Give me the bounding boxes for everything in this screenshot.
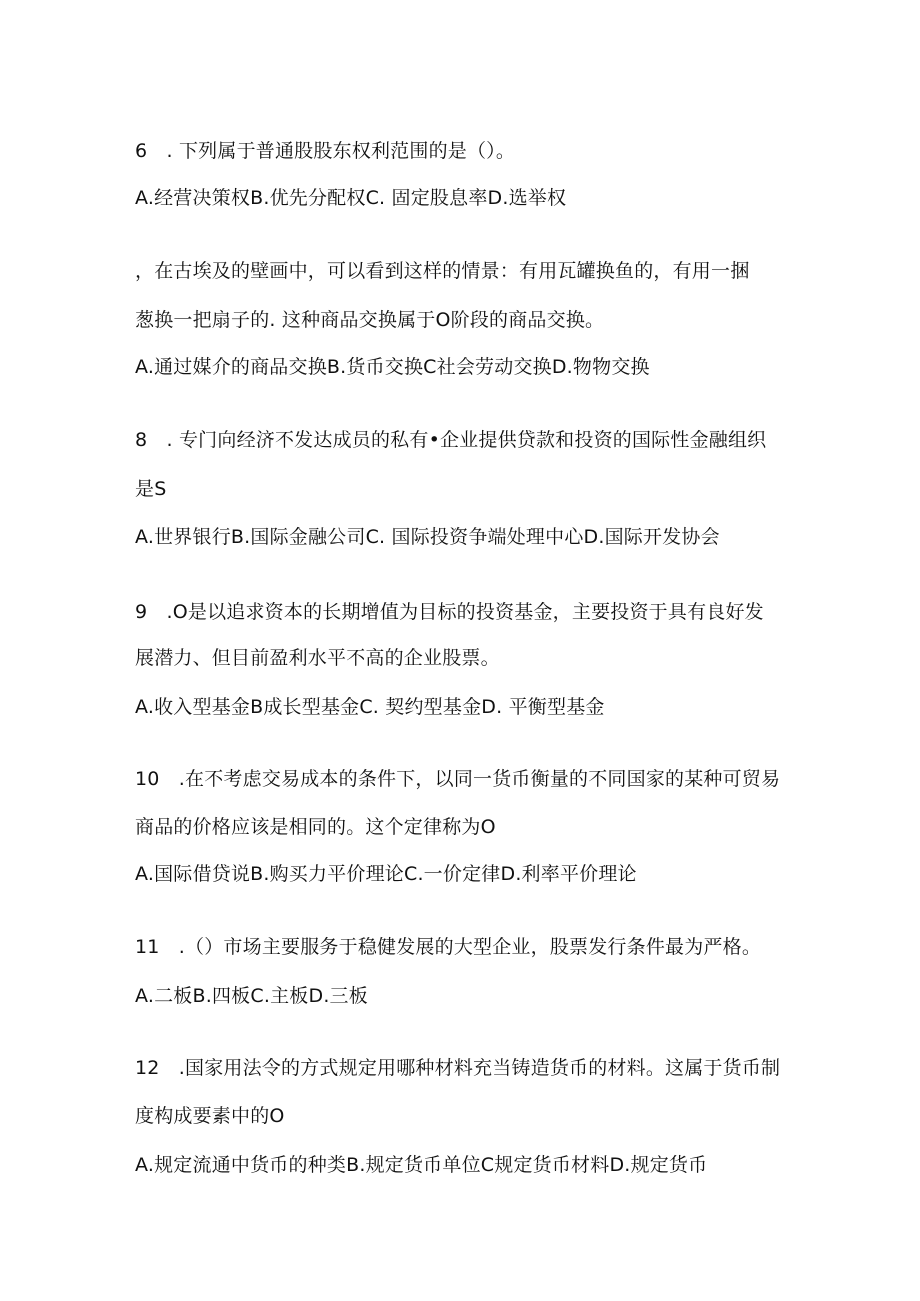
question-8-text-line-1: 8 . 专门向经济不发达成员的私有•企业提供贷款和投资的国际性金融组织 (135, 429, 767, 451)
question-6-text: 6 . 下列属于普通股股东权利范围的是（）。 (135, 140, 516, 162)
question-7-text-line-2: 葱换一把扇子的. 这种商品交换属于O阶段的商品交换。 (135, 309, 605, 331)
question-7-options: A.通过媒介的商品交换B.货币交换C社会劳动交换D.物物交换 (135, 356, 650, 378)
question-9-options: A.收入型基金B成长型基金C. 契约型基金D. 平衡型基金 (135, 696, 605, 718)
question-10-text-line-1: 10 .在不考虑交易成本的条件下，以同一货币衡量的不同国家的某种可贸易 (135, 768, 781, 790)
question-8-options: A.世界银行B.国际金融公司C. 国际投资争端处理中心D.国际开发协会 (135, 526, 720, 548)
question-8-text-line-2: 是S (135, 478, 167, 500)
question-12-text-line-1: 12 .国家用法令的方式规定用哪种材料充当铸造货币的材料。这属于货币制 (135, 1057, 781, 1079)
question-6-options: A.经营决策权B.优先分配权C. 固定股息率D.选举权 (135, 187, 567, 209)
question-9-text-line-1: 9 .O是以追求资本的长期增值为目标的投资基金，主要投资于具有良好发 (135, 601, 764, 623)
question-12-options: A.规定流通中货币的种类B.规定货币单位C规定货币材料D.规定货币 (135, 1154, 708, 1176)
question-10-text-line-2: 商品的价格应该是相同的。这个定律称为O (135, 816, 496, 838)
question-11-text: 11 .（）市场主要服务于稳健发展的大型企业，股票发行条件最为严格。 (135, 936, 762, 958)
question-7-text-line-1: ，在古埃及的壁画中，可以看到这样的情景：有用瓦罐换鱼的，有用一捆 (135, 260, 750, 282)
question-12-text-line-2: 度构成要素中的O (135, 1105, 285, 1127)
question-11-options: A.二板B.四板C.主板D.三板 (135, 985, 368, 1007)
question-9-text-line-2: 展潜力、但目前盈利水平不高的企业股票。 (135, 647, 500, 669)
question-10-options: A.国际借贷说B.购买力平价理论C.一价定律D.利率平价理论 (135, 863, 637, 885)
